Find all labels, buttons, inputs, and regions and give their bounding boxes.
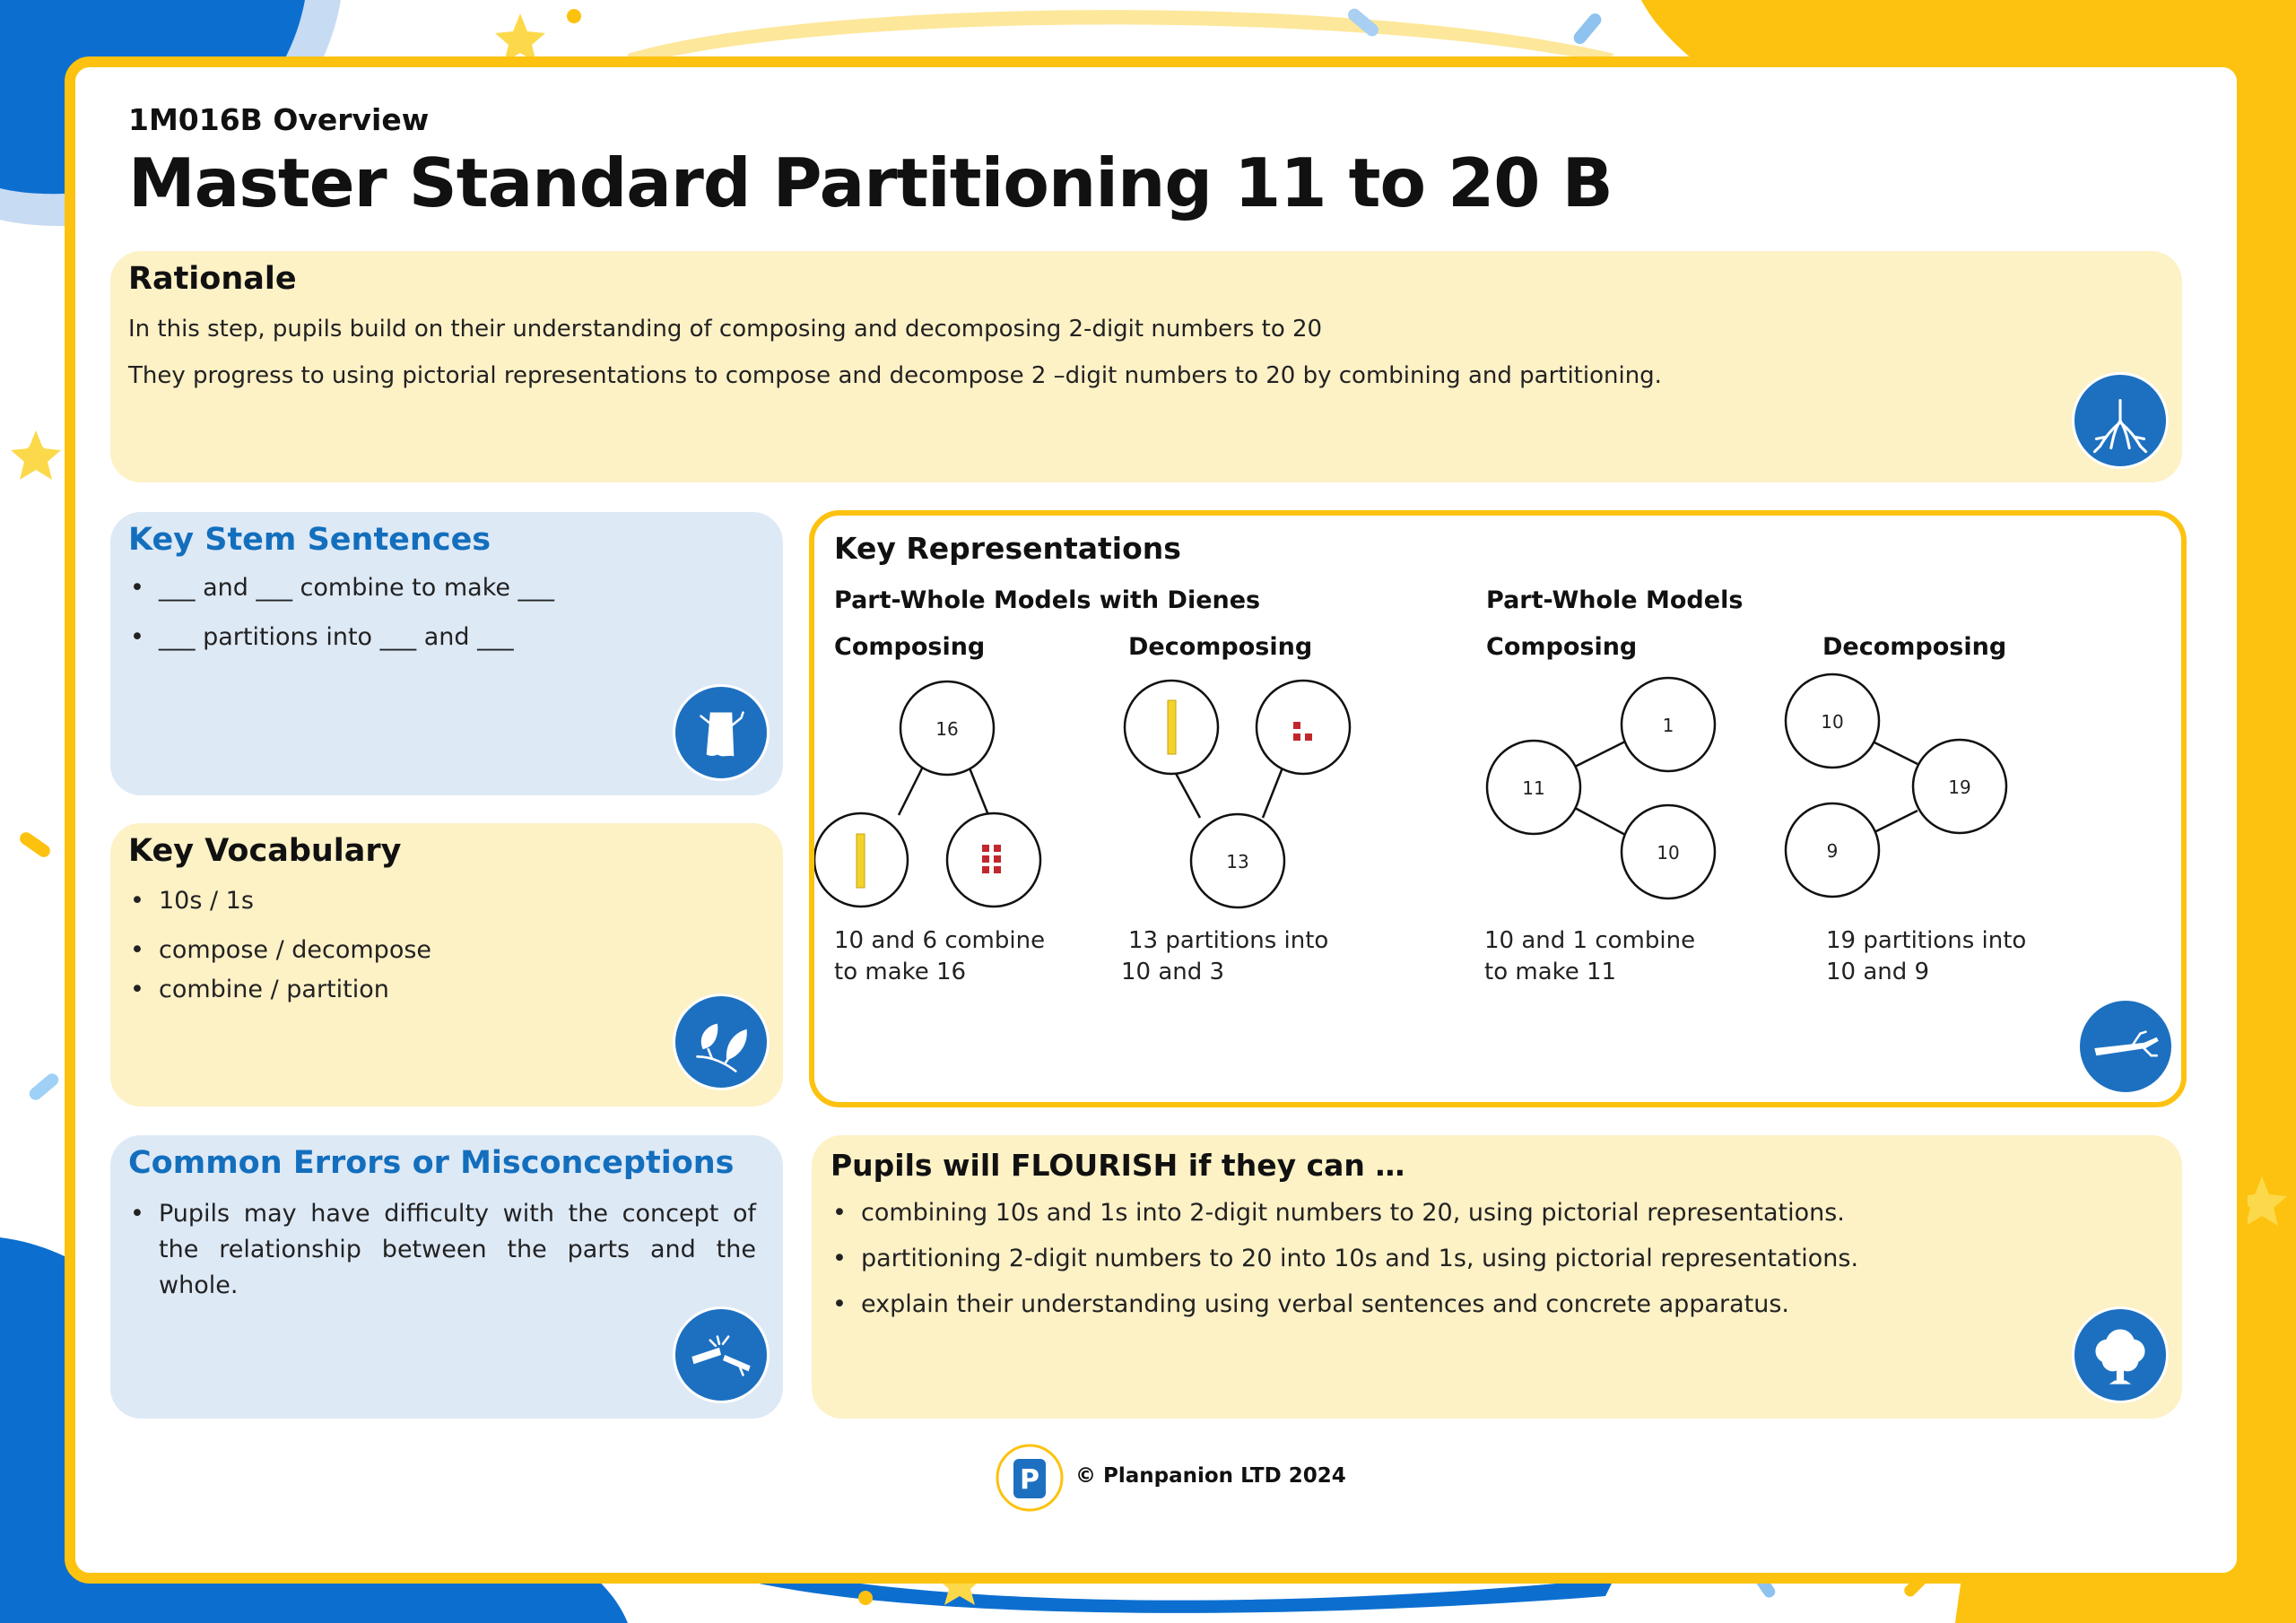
flourish-panel bbox=[812, 1135, 2182, 1419]
ten-rod-icon bbox=[1168, 700, 1176, 754]
rationale-panel bbox=[110, 251, 2182, 482]
list-item: • 10s / 1s bbox=[128, 887, 431, 915]
plain-decompose-part-b: 9 bbox=[1826, 840, 1839, 862]
flourish-heading: Pupils will FLOURISH if they can … bbox=[831, 1148, 1405, 1183]
stem-sentences-panel bbox=[110, 512, 783, 795]
plain-compose-part-b: 10 bbox=[1657, 842, 1680, 864]
plain-compose-part-a: 1 bbox=[1662, 715, 1674, 736]
plain-compose-caption-2: to make 11 bbox=[1484, 959, 1617, 985]
dienes-decompose-caption-2: 10 and 3 bbox=[1121, 959, 1225, 985]
dienes-decompose-whole: 13 bbox=[1226, 851, 1249, 872]
dienes-group-label: Part-Whole Models with Dienes bbox=[834, 586, 1261, 614]
dienes-decompose-caption-1: 13 partitions into bbox=[1128, 927, 1329, 954]
list-item: • explain their understanding using verbal sentences and concrete apparatus. bbox=[831, 1290, 1858, 1318]
dienes-decomposing-label: Decomposing bbox=[1128, 633, 1313, 661]
dienes-compose-caption-2: to make 16 bbox=[834, 959, 967, 985]
rationale-line-1: In this step, pupils build on their understanding of composing and decomposing 2-digit numbers to 20 bbox=[128, 316, 1323, 343]
list-item: • compose / decompose bbox=[128, 936, 431, 964]
plain-compose-whole: 11 bbox=[1522, 777, 1545, 799]
dienes-compose-whole: 16 bbox=[935, 718, 959, 740]
list-item: • ___ partitions into ___ and ___ bbox=[128, 623, 554, 651]
branch-icon bbox=[2077, 998, 2174, 1095]
page-title: Master Standard Partitioning 11 to 20 B bbox=[128, 143, 1613, 222]
dienes-compose-caption-1: 10 and 6 combine bbox=[834, 927, 1046, 954]
plain-composing-label: Composing bbox=[1486, 633, 1638, 661]
vocabulary-list bbox=[128, 887, 431, 1003]
plain-decompose-caption-1: 19 partitions into bbox=[1826, 927, 2027, 954]
planpanion-logo bbox=[996, 1444, 1064, 1512]
list-item: • partitioning 2-digit numbers to 20 into 10s and 1s, using pictorial representations. bbox=[831, 1245, 1858, 1272]
plain-compose-caption-1: 10 and 1 combine bbox=[1484, 927, 1696, 954]
dienes-compose-model bbox=[814, 681, 1040, 907]
tree-trunk-icon bbox=[673, 684, 770, 781]
list-item: • combine / partition bbox=[128, 976, 431, 1003]
misconceptions-list bbox=[128, 1196, 756, 1304]
ten-rod-icon bbox=[857, 834, 865, 888]
vocabulary-panel bbox=[110, 823, 783, 1107]
list-item: • ___ and ___ combine to make ___ bbox=[128, 574, 554, 602]
misconceptions-heading: Common Errors or Misconceptions bbox=[128, 1145, 735, 1181]
representations-heading: Key Representations bbox=[834, 531, 1181, 566]
flourish-list bbox=[831, 1199, 1858, 1318]
plain-decompose-caption-2: 10 and 9 bbox=[1826, 959, 1930, 985]
dienes-decompose-model bbox=[1125, 681, 1350, 907]
plain-decomposing-label: Decomposing bbox=[1822, 633, 2007, 661]
rationale-line-2: They progress to using pictorial representations to compose and decompose 2 –digit numbers to 20 by combining and partitioning. bbox=[128, 362, 1662, 389]
copyright-text: © Planpanion LTD 2024 bbox=[1075, 1464, 1346, 1488]
stem-sentences-list bbox=[128, 574, 554, 651]
part-whole-diagrams bbox=[814, 516, 2192, 1113]
leaves-icon bbox=[673, 994, 770, 1090]
tree-icon bbox=[2072, 1306, 2169, 1403]
plain-decompose-part-a: 10 bbox=[1821, 711, 1844, 733]
representations-panel bbox=[809, 510, 2187, 1107]
rationale-heading: Rationale bbox=[128, 261, 297, 297]
plain-decompose-model bbox=[1786, 674, 2006, 897]
logo-letter: P bbox=[1020, 1464, 1039, 1496]
lesson-code: 1M016B Overview bbox=[128, 102, 430, 137]
misconceptions-panel bbox=[110, 1135, 783, 1419]
list-item: • combining 10s and 1s into 2-digit numbers to 20, using pictorial representations. bbox=[831, 1199, 1858, 1227]
stem-sentences-heading: Key Stem Sentences bbox=[128, 522, 491, 558]
plain-decompose-whole: 19 bbox=[1948, 777, 1971, 798]
dienes-composing-label: Composing bbox=[834, 633, 986, 661]
list-item: • Pupils may have difficulty with the concept of the relationship between the parts and the whole. bbox=[128, 1196, 756, 1304]
plain-group-label: Part-Whole Models bbox=[1486, 586, 1744, 614]
broken-branch-icon bbox=[673, 1306, 770, 1403]
plain-compose-model bbox=[1487, 678, 1715, 898]
vocabulary-heading: Key Vocabulary bbox=[128, 833, 402, 869]
roots-icon bbox=[2072, 372, 2169, 469]
